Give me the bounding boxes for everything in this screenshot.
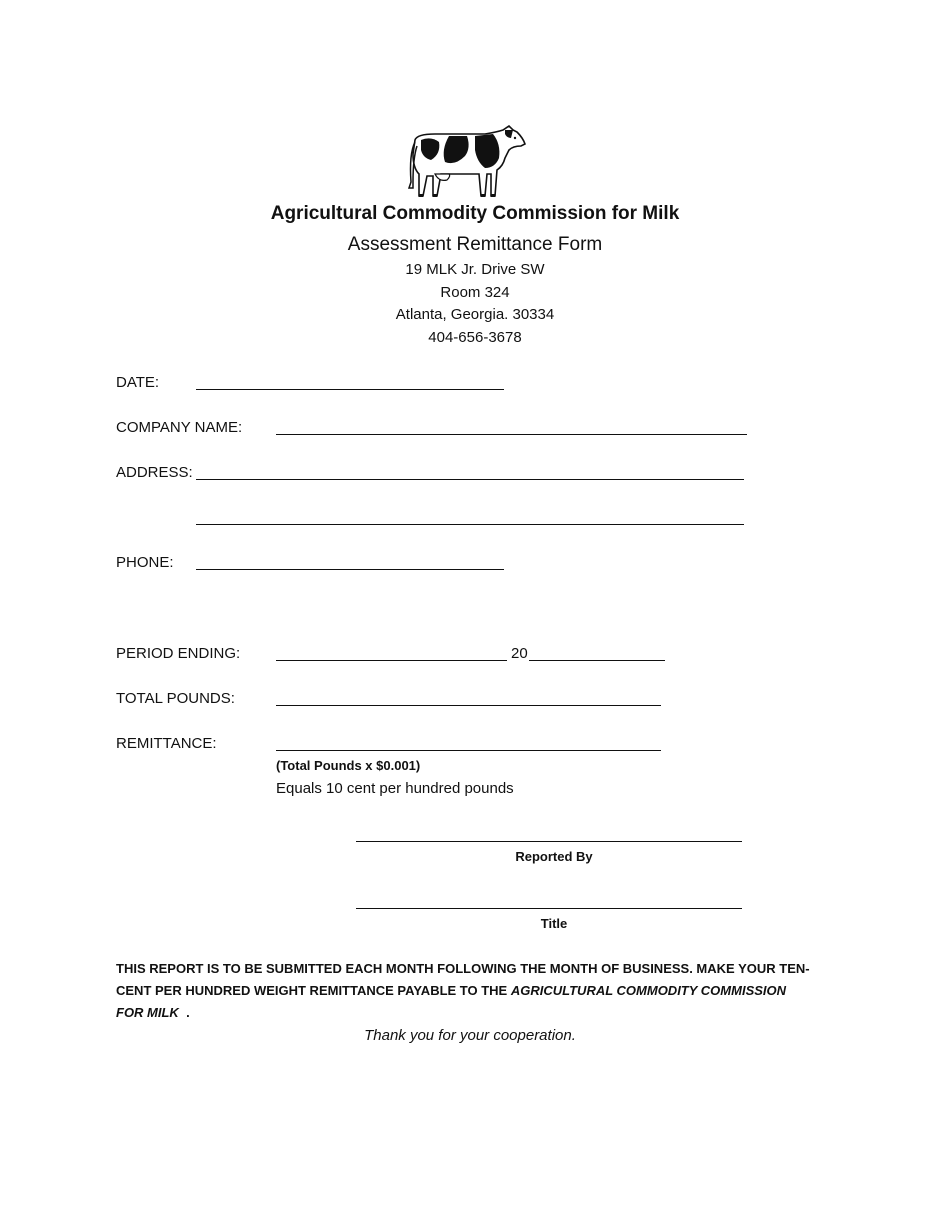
remittance-field-line[interactable] [276,750,661,751]
title-signature-line[interactable] [356,908,742,909]
address-line-2: Room 324 [440,284,510,301]
period-year-field-line[interactable] [529,660,665,661]
reported-by-signature-line[interactable] [356,841,742,842]
title-label: Title [540,916,568,931]
organization-title: Agricultural Commodity Commission for Milk [270,203,680,224]
address-label: ADDRESS: [116,464,193,481]
reported-by-label: Reported By [515,849,593,864]
total-pounds-field-line[interactable] [276,705,661,706]
phone-label: PHONE: [116,554,174,571]
period-year-prefix: 20 [511,645,528,662]
address-field-line-2[interactable] [196,524,744,525]
cow-icon [405,124,527,200]
thank-you-message: Thank you for your cooperation. [364,1027,576,1044]
company-name-label: COMPANY NAME: [116,419,243,436]
remittance-note: Equals 10 cent per hundred pounds [276,780,514,797]
date-label: DATE: [116,374,160,391]
notice-text: THIS REPORT IS TO BE SUBMITTED EACH MONTH FOLLOWING THE MONTH OF BUSINESS. MAKE YOUR TEN-CENT PER HUNDRED WEIGHT REMITTANCE PAYABLE TO THE [116,961,810,998]
phone-field-line[interactable] [196,569,504,570]
notice-end: . [186,1005,190,1020]
period-ending-label: PERIOD ENDING: [116,645,241,662]
total-pounds-label: TOTAL POUNDS: [116,690,235,707]
company-name-field-line[interactable] [276,434,747,435]
period-ending-field-line[interactable] [276,660,507,661]
submission-notice [116,958,816,1024]
notice-payee: AGRICULTURAL COMMODITY COMMISSION FOR MILK [116,983,787,1020]
form-title: Assessment Remittance Form [347,234,603,255]
office-phone: 404-656-3678 [428,329,522,346]
remittance-label: REMITTANCE: [116,735,217,752]
address-line-1: 19 MLK Jr. Drive SW [405,261,545,278]
address-line-3: Atlanta, Georgia. 30334 [395,306,555,323]
remittance-formula: (Total Pounds x $0.001) [276,758,421,773]
date-field-line[interactable] [196,389,504,390]
address-field-line-1[interactable] [196,479,744,480]
